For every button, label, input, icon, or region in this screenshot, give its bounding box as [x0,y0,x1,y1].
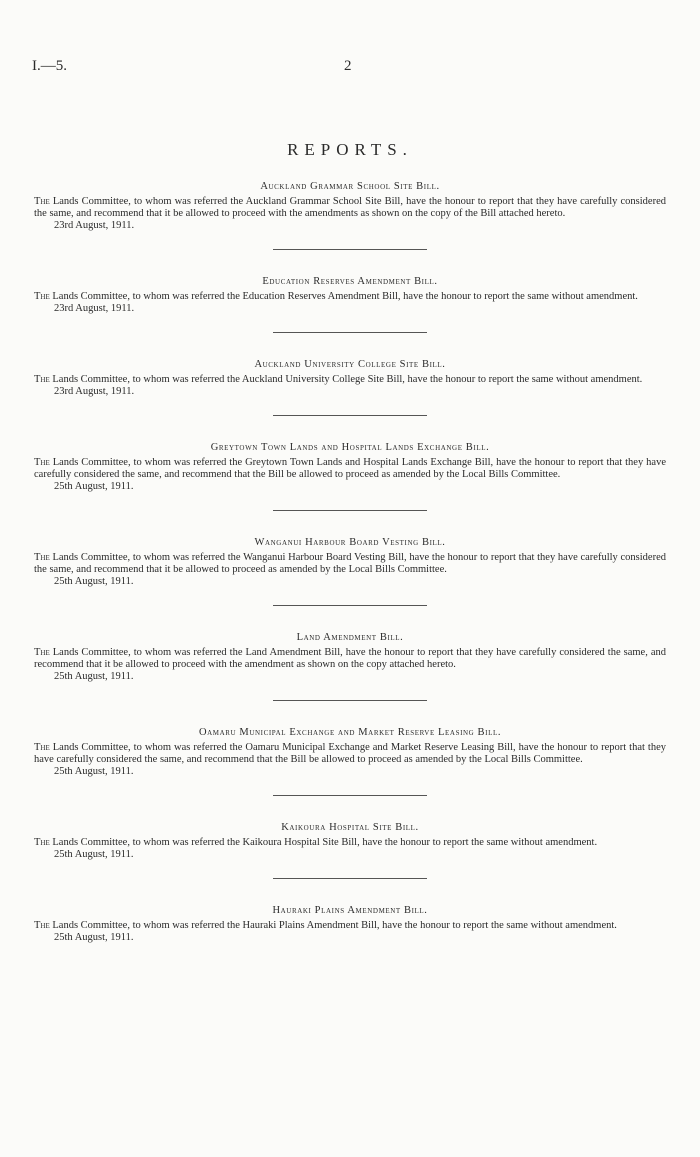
report-body [34,374,666,386]
report-lead: The [34,742,50,753]
report-date: 23rd August, 1911. [54,386,135,397]
report-lead: The [34,920,50,931]
report [34,180,666,250]
report-lead: The [34,837,50,848]
report-text: Lands Committee, to whom was referred the Education Reserves Amendment Bill, have the honour to report the same without amendment. [49,291,638,302]
report-text: Lands Committee, to whom was referred the Kaikoura Hospital Site Bill, have the honour to report the same without amendment. [49,837,598,848]
section-divider [273,605,427,606]
section-divider [273,700,427,701]
bill-title: Education Reserves Amendment Bill. [262,276,438,287]
report [34,726,666,796]
report-text: Lands Committee, to whom was referred the Greytown Town Lands and Hospital Lands Exchange Bill, have the honour to report that they have carefully considered the same, and recommend that the Bill be allowed to proceed as amended by the Local Bills Committee. [34,457,666,480]
report-lead: The [34,196,50,207]
report [34,441,666,511]
report-date: 25th August, 1911. [54,481,134,492]
reports-list [34,180,666,944]
section-divider [273,510,427,511]
page-header [32,58,668,78]
bill-title: Greytown Town Lands and Hospital Lands Exchange Bill. [210,442,490,453]
report-lead: The [34,291,50,302]
report-body [34,920,666,932]
report-text: Lands Committee, to whom was referred the Land Amendment Bill, have the honour to report that they have carefully considered the same, and recommend that it be allowed to proceed with the amendment as shown on the copy attached hereto. [34,647,666,670]
report-date: 25th August, 1911. [54,576,134,587]
report-text: Lands Committee, to whom was referred the Wanganui Harbour Board Vesting Bill, have the honour to report that they have carefully considered the same, and recommend that it be allowed to proceed as amended by the Local Bills Committee. [34,552,666,575]
section-divider [273,415,427,416]
report-text: Lands Committee, to whom was referred the Oamaru Municipal Exchange and Market Reserve Leasing Bill, have the honour to report that they have carefully considered the same, and recommend that the Bill be allowed to proceed as amended by the Local Bills Committee. [34,742,666,765]
report-lead: The [34,647,50,658]
bill-title: Oamaru Municipal Exchange and Market Reserve Leasing Bill. [198,727,502,738]
bill-title: Wanganui Harbour Board Vesting Bill. [254,537,446,548]
report-date: 23rd August, 1911. [54,303,135,314]
bill-title: Land Amendment Bill. [296,632,404,643]
report [34,631,666,701]
report [34,275,666,333]
report-date: 25th August, 1911. [54,671,134,682]
report-body [34,837,666,849]
report-date: 25th August, 1911. [54,849,134,860]
document-id: I.—5. [32,58,67,74]
report-lead: The [34,552,50,563]
report-body [34,291,666,303]
report-body [34,457,666,481]
report [34,821,666,879]
report-lead: The [34,457,50,468]
report-lead: The [34,374,50,385]
section-divider [273,249,427,250]
report-date: 25th August, 1911. [54,932,134,943]
section-divider [273,795,427,796]
report-body [34,742,666,766]
section-divider [273,332,427,333]
bill-title: Kaikoura Hospital Site Bill. [281,822,419,833]
report [34,904,666,944]
report-date: 25th August, 1911. [54,766,134,777]
report [34,358,666,416]
section-divider [273,878,427,879]
report-body [34,196,666,220]
report-text: Lands Committee, to whom was referred the Auckland University College Site Bill, have the honour to report the same without amendment. [49,374,643,385]
report-text: Lands Committee, to whom was referred the Hauraki Plains Amendment Bill, have the honour to report the same without amendment. [49,920,617,931]
report-date: 23rd August, 1911. [54,220,135,231]
report [34,536,666,606]
page-title: REPORTS. [287,140,413,159]
bill-title: Auckland University College Site Bill. [254,359,446,370]
bill-title: Hauraki Plains Amendment Bill. [272,905,428,916]
report-body [34,552,666,576]
page-number: 2 [344,58,352,74]
bill-title: Auckland Grammar School Site Bill. [260,181,440,192]
report-body [34,647,666,671]
report-text: Lands Committee, to whom was referred the Auckland Grammar School Site Bill, have the honour to report that they have carefully considered the same, and recommend that it be allowed to proceed with the amendments as shown on the copy of the Bill attached hereto. [34,196,666,219]
